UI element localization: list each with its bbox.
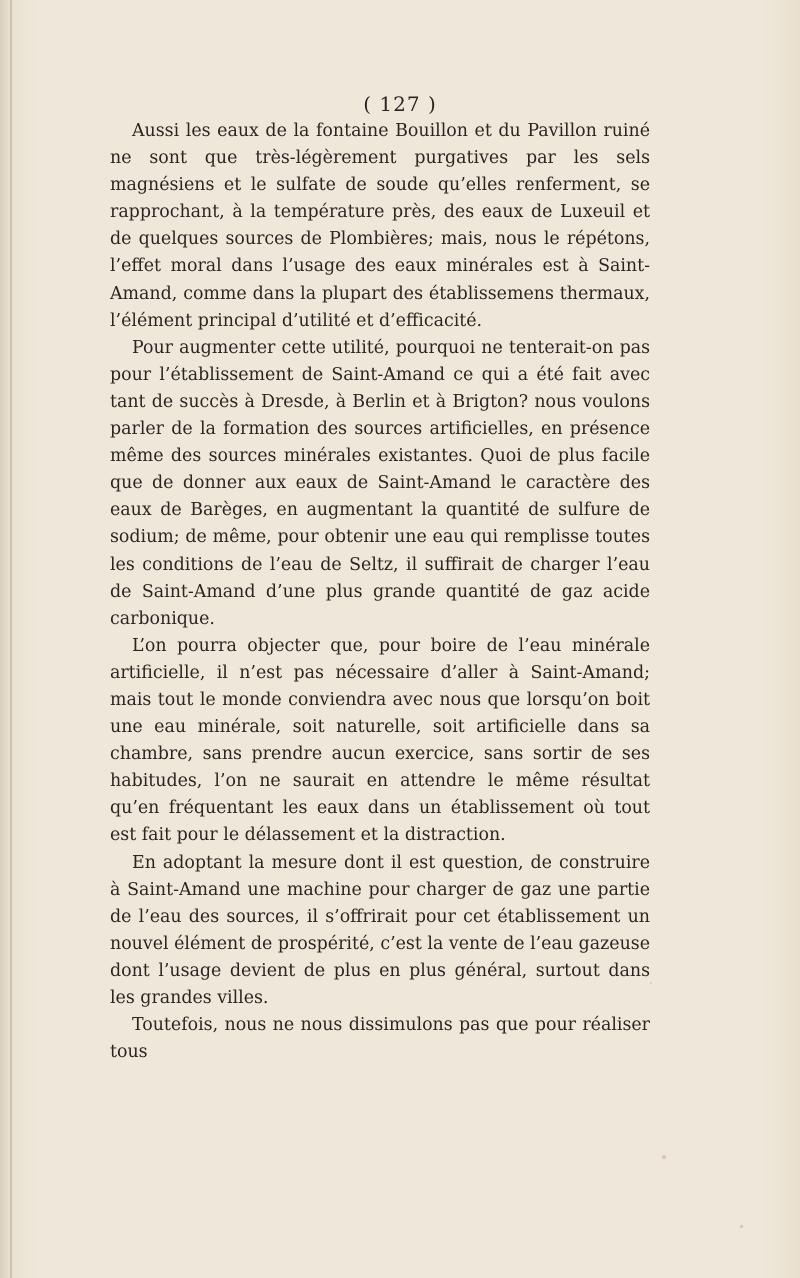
paper-speck xyxy=(740,1225,743,1228)
paragraph-5: Toutefois, nous ne nous dissimulons pas que pour réaliser tous xyxy=(110,1015,650,1063)
page-gutter xyxy=(10,0,12,1278)
body-text xyxy=(110,118,650,1066)
paragraph-1: Aussi les eaux de la fontaine Bouillon et du Pavillon ruiné ne sont que très-légèrement purgatives par les sels magnésiens et le sulfate de soude qu’elles renferment, se rapprochant, à la température près, des eaux de Luxeuil et de quelques sources de Plombières; mais, nous le répétons, l’effet moral dans l’usage des eaux minérales est à Saint-Amand, comme dans la plupart des établissemens thermaux, l’élément principal d’utilité et d’efficacité. xyxy=(110,121,650,331)
paper-speck xyxy=(650,982,652,984)
paragraph-3: L’on pourra objecter que, pour boire de l’eau minérale artificielle, il n’est pas nécessaire d’aller à Saint-Amand; mais tout le monde conviendra avec nous que lorsqu’on boit une eau minérale, soit naturelle, soit artificielle dans sa chambre, sans prendre aucun exercice, sans sortir de ses habitudes, l’on ne saurait en attendre le même résultat qu’en fréquentant les eaux dans un établissement où tout est fait pour le délassement et la distraction. xyxy=(110,635,650,846)
paragraph-4: En adoptant la mesure dont il est question, de construire à Saint-Amand une machine pour charger de gaz une partie de l’eau des sources, il s’offrirait pour cet établissement un nouvel élément de prospérité, c’est la vente de l’eau gazeuse dont l’usage devient de plus en plus général, surtout dans les grandes villes. xyxy=(110,852,650,1008)
paragraph-2: Pour augmenter cette utilité, pourquoi ne tenterait-on pas pour l’établissement de Saint-Amand ce qui a été fait avec tant de succès à Dresde, à Berlin et à Brigton? nous voulons parler de la formation des sources artificielles, en présence même des sources minérales existantes. Quoi de plus facile que de donner aux eaux de Saint-Amand le caractère des eaux de Barèges, en augmentant la quantité de sulfure de sodium; de même, pour obtenir une eau qui remplisse toutes les conditions de l’eau de Seltz, il suffirait de charger l’eau de Saint-Amand d’une plus grande quantité de gaz acide carbonique. xyxy=(110,337,650,629)
page-number: ( 127 ) xyxy=(363,92,437,116)
paper-speck xyxy=(662,1155,666,1159)
